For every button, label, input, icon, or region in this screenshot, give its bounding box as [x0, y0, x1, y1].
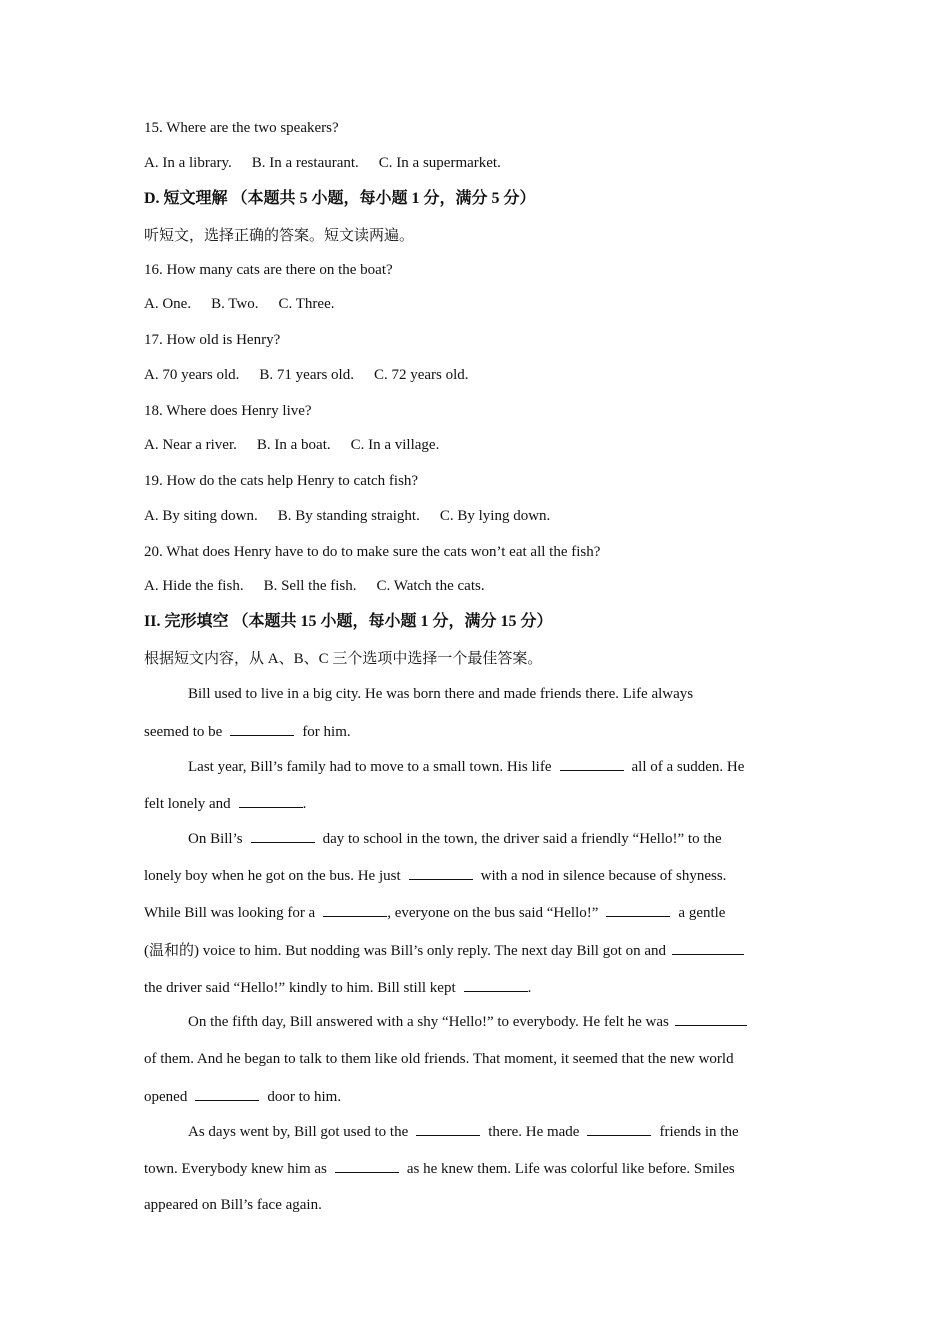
passage-text: a gentle	[678, 905, 726, 921]
passage-text: friends in the	[659, 1124, 739, 1140]
blank-4	[251, 828, 315, 843]
passage-line	[144, 793, 306, 814]
passage-text: lonely boy when he got on the bus. He just	[144, 868, 401, 884]
q19-question: 19. How do the cats help Henry to catch fish?	[144, 473, 419, 489]
q19-option-a: A. By siting down.	[144, 508, 258, 524]
passage-line	[188, 756, 744, 777]
passage-text: town. Everybody knew him as	[144, 1161, 327, 1177]
passage-line	[144, 902, 725, 923]
passage-line	[188, 828, 722, 849]
q15-option-a: A. In a library.	[144, 155, 232, 171]
q20-question: 20. What does Henry have to do to make sure the cats won’t eat all the fish?	[144, 544, 601, 560]
section-ii-heading: II. 完形填空 （本题共 15 小题，每小题 1 分，满分 15 分）	[144, 613, 553, 630]
passage-line	[144, 865, 726, 886]
q18-option-a: A. Near a river.	[144, 437, 237, 453]
q20-option-b: B. Sell the fish.	[263, 578, 357, 594]
q17-question: 17. How old is Henry?	[144, 332, 281, 348]
q16-option-a: A. One.	[144, 296, 192, 312]
blank-13	[587, 1121, 651, 1136]
passage-line	[144, 1086, 341, 1107]
section-ii-instruction: 根据短文内容，从 A、B、C 三个选项中选择一个最佳答案。	[144, 651, 543, 667]
passage-text: (温和的) voice to him. But nodding was Bill’s only reply. The next day Bill got on and	[144, 943, 667, 959]
blank-1	[230, 721, 294, 736]
q20-options	[144, 576, 485, 596]
passage-text: the driver said “Hello!” kindly to him. Bill still kept	[144, 980, 456, 996]
passage-line	[144, 1158, 735, 1179]
passage-text: .	[527, 980, 532, 996]
q20-option-c: C. Watch the cats.	[376, 578, 485, 594]
blank-6	[323, 902, 387, 917]
passage-line	[144, 940, 750, 961]
passage-text: day to school in the town, the driver said a friendly “Hello!” to the	[322, 831, 722, 847]
q18-question: 18. Where does Henry live?	[144, 403, 312, 419]
blank-5	[409, 865, 473, 880]
q17-options	[144, 365, 469, 385]
passage-line	[188, 1011, 753, 1032]
q18-options	[144, 435, 439, 455]
q15-options	[144, 153, 501, 173]
blank-12	[416, 1121, 480, 1136]
passage-text: .	[302, 796, 307, 812]
passage-line	[188, 1121, 739, 1142]
passage-text: felt lonely and	[144, 796, 231, 812]
q20-option-a: A. Hide the fish.	[144, 578, 244, 594]
passage-text: On Bill’s	[188, 831, 243, 847]
q19-options	[144, 506, 550, 526]
passage-text: , everyone on the bus said “Hello!”	[387, 905, 599, 921]
q18-option-b: B. In a boat.	[256, 437, 331, 453]
passage-text: seemed to be	[144, 724, 223, 740]
blank-14	[335, 1158, 399, 1173]
blank-8	[672, 940, 744, 955]
q15-option-b: B. In a restaurant.	[251, 155, 359, 171]
passage-line	[144, 721, 351, 742]
passage-line: appeared on Bill’s face again.	[144, 1197, 322, 1213]
section-d-heading: D. 短文理解 （本题共 5 小题，每小题 1 分，满分 5 分）	[144, 190, 536, 207]
passage-line	[144, 977, 531, 998]
q19-option-c: C. By lying down.	[439, 508, 551, 524]
passage-text: with a nod in silence because of shyness.	[480, 868, 727, 884]
blank-11	[195, 1086, 259, 1101]
passage-text: As days went by, Bill got used to the	[188, 1124, 409, 1140]
q18-option-c: C. In a village.	[350, 437, 440, 453]
blank-3	[239, 793, 303, 808]
passage-text: While Bill was looking for a	[144, 905, 316, 921]
section-d-instruction: 听短文，选择正确的答案。短文读两遍。	[144, 228, 415, 244]
q15-question: 15. Where are the two speakers?	[144, 120, 339, 136]
q16-option-b: B. Two.	[211, 296, 259, 312]
passage-line: of them. And he began to talk to them like old friends. That moment, it seemed that the new world	[144, 1051, 734, 1067]
passage-text: there. He made	[488, 1124, 580, 1140]
passage-line: Bill used to live in a big city. He was born there and made friends there. Life always	[188, 686, 694, 702]
q15-option-c: C. In a supermarket.	[378, 155, 501, 171]
q19-option-b: B. By standing straight.	[277, 508, 420, 524]
q17-option-b: B. 71 years old.	[259, 367, 354, 383]
blank-7	[606, 902, 670, 917]
q16-options	[144, 294, 334, 314]
blank-10	[675, 1011, 747, 1026]
blank-9	[464, 977, 528, 992]
q17-option-a: A. 70 years old.	[144, 367, 240, 383]
passage-text: as he knew them. Life was colorful like before. Smiles	[406, 1161, 735, 1177]
q16-question: 16. How many cats are there on the boat?	[144, 262, 393, 278]
q16-option-c: C. Three.	[278, 296, 335, 312]
passage-text: all of a sudden. He	[631, 759, 745, 775]
passage-text: for him.	[302, 724, 351, 740]
passage-text: On the fifth day, Bill answered with a shy “Hello!” to everybody. He felt he was	[188, 1014, 669, 1030]
q17-option-c: C. 72 years old.	[373, 367, 469, 383]
passage-text: Last year, Bill’s family had to move to a small town. His life	[188, 759, 552, 775]
blank-2	[560, 756, 624, 771]
passage-text: opened	[144, 1089, 188, 1105]
passage-text: door to him.	[267, 1089, 342, 1105]
